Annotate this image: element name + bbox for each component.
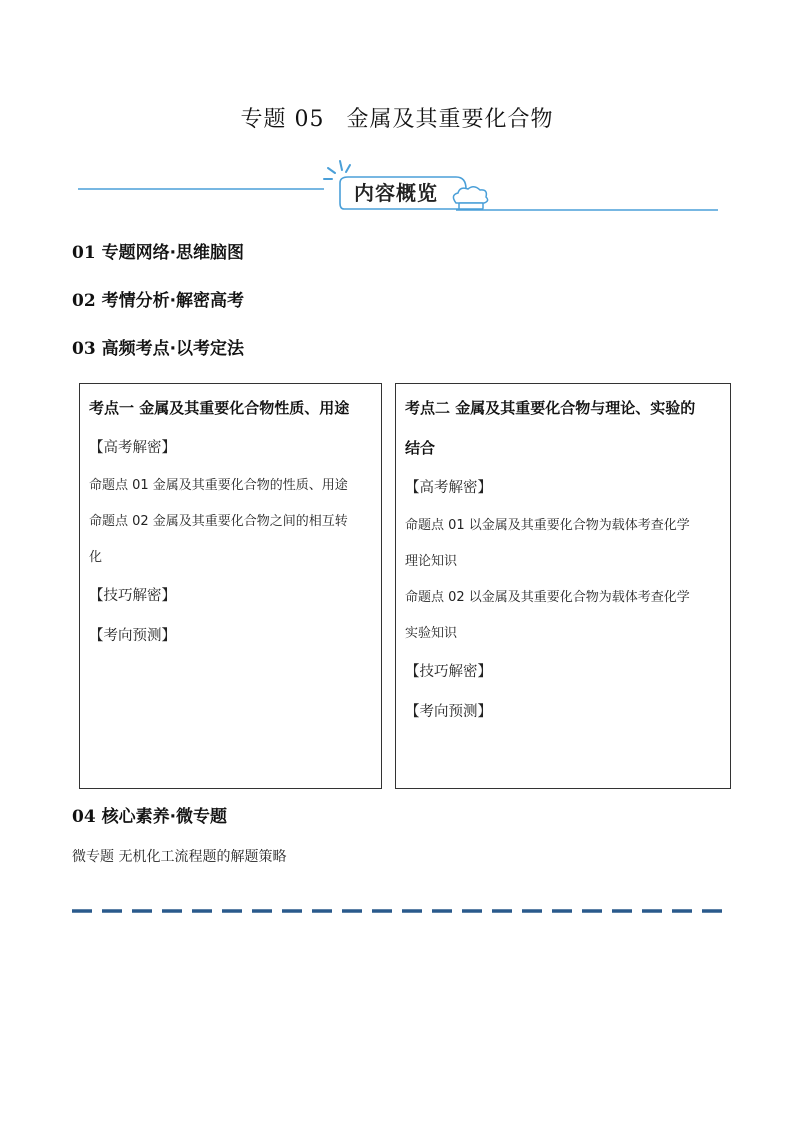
topic-1-exam-tag: 【高考解密】: [89, 440, 176, 456]
page-title: [0, 102, 794, 133]
micro-topic: 微专题 无机化工流程题的解题策略: [72, 849, 287, 865]
topic-2-forecast-tag: 【考向预测】: [405, 704, 492, 720]
title-main: 金属及其重要化合物: [346, 107, 554, 132]
section-03: 03 高频考点·以考定法: [72, 339, 245, 359]
topic-box-1: [79, 383, 382, 789]
title-prefix: 专题 05: [240, 107, 325, 132]
topic-box-2: [395, 383, 731, 789]
topic-1-point-2a: 命题点 02 金属及其重要化合物之间的相互转: [89, 514, 348, 529]
topic-1-point-1: 命题点 01 金属及其重要化合物的性质、用途: [89, 478, 348, 493]
topic-1-skills-tag: 【技巧解密】: [89, 588, 176, 604]
section-04: 04 核心素养·微专题: [72, 807, 228, 827]
topic-2-heading-b: 结合: [405, 439, 436, 457]
banner-label: 内容概览: [354, 181, 438, 205]
topic-1-point-2b: 化: [89, 550, 103, 565]
chef-hat-icon: [453, 187, 487, 209]
section-02: 02 考情分析·解密高考: [72, 291, 245, 311]
dashed-divider: [72, 906, 728, 916]
topic-2-point-2a: 命题点 02 以金属及其重要化合物为载体考查化学: [405, 590, 690, 605]
topic-2-heading-a: 考点二 金属及其重要化合物与理论、实验的: [405, 399, 696, 417]
topic-2-point-2b: 实验知识: [405, 626, 458, 641]
topic-2-point-1b: 理论知识: [405, 554, 458, 569]
topic-2-skills-tag: 【技巧解密】: [405, 664, 492, 680]
section-01: 01 专题网络·思维脑图: [72, 243, 245, 263]
contents-banner: [78, 155, 718, 215]
topic-2-point-1a: 命题点 01 以金属及其重要化合物为载体考查化学: [405, 518, 690, 533]
topic-1-heading: 考点一 金属及其重要化合物性质、用途: [89, 399, 350, 417]
topic-2-exam-tag: 【高考解密】: [405, 480, 492, 496]
topic-1-forecast-tag: 【考向预测】: [89, 628, 176, 644]
